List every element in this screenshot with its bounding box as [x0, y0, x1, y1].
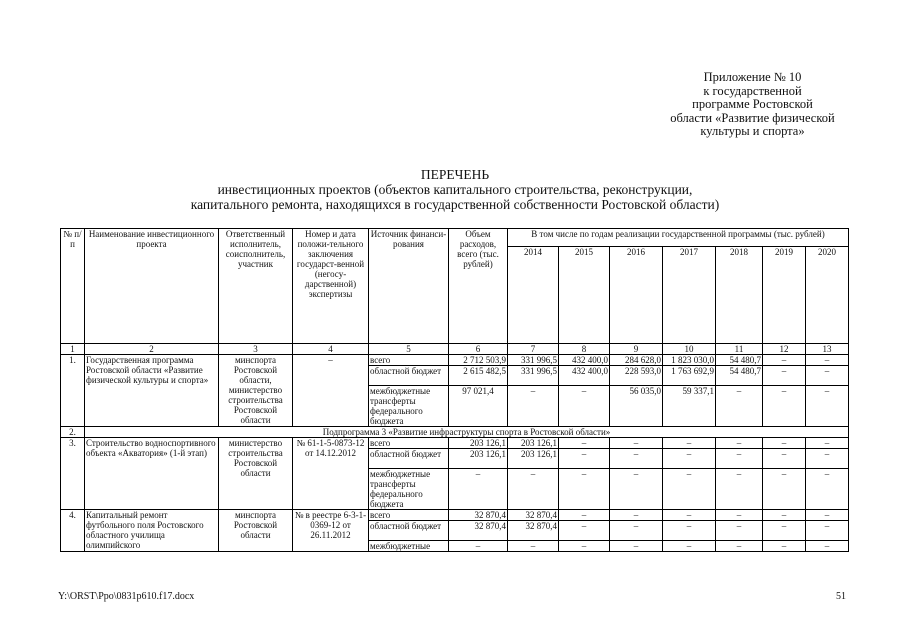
project-name: Строительство водноспортивного объекта «Акватория» (1-й этап) [85, 438, 219, 510]
year-cell: – [663, 449, 716, 469]
year-cell: – [716, 438, 763, 449]
column-numbers-row [61, 344, 849, 355]
year-cell: – [559, 521, 610, 541]
project-expertise: № в реестре 6-3-1-0369-12 от 26.11.2012 [293, 510, 369, 552]
row-number: 1. [61, 355, 85, 427]
header-year: 2019 [763, 247, 806, 344]
year-cell: 1 763 692,9 [663, 366, 716, 386]
header-expertise: Номер и дата положи-тельного заключения государст-венной (негосу-дарственной) экспертизы [293, 229, 369, 344]
footer-file-path: Y:\ORST\Ppo\0831p610.f17.docx [58, 591, 195, 602]
year-cell: – [716, 541, 763, 552]
volume-cell: 97 021,4 [449, 386, 508, 427]
year-cell: – [806, 510, 849, 521]
year-cell: – [663, 541, 716, 552]
year-cell: – [610, 438, 663, 449]
project-name: Капитальный ремонт футбольного поля Ростовского областного училища олимпийского [85, 510, 219, 552]
year-cell: – [806, 469, 849, 510]
year-cell: – [806, 438, 849, 449]
appendix-line: программе Ростовской [692, 97, 813, 111]
year-cell: – [763, 521, 806, 541]
year-cell: – [763, 438, 806, 449]
year-cell: – [559, 469, 610, 510]
year-cell: – [663, 510, 716, 521]
funding-source: межбюджетные [369, 541, 449, 552]
year-cell: – [716, 510, 763, 521]
column-number: 7 [508, 344, 559, 355]
column-number: 10 [663, 344, 716, 355]
appendix-line: культуры и спорта» [700, 124, 805, 138]
funding-source: всего [369, 355, 449, 366]
funding-source: всего [369, 438, 449, 449]
year-cell: – [663, 469, 716, 510]
year-cell: – [508, 541, 559, 552]
column-number: 9 [610, 344, 663, 355]
year-cell: – [716, 449, 763, 469]
row-number: 3. [61, 438, 85, 510]
appendix-note [620, 71, 885, 139]
year-cell: 284 628,0 [610, 355, 663, 366]
year-cell: – [806, 355, 849, 366]
year-cell: – [806, 449, 849, 469]
column-number: 6 [449, 344, 508, 355]
title-line: инвестиционных проектов (объектов капитального строительства, реконструкции, [217, 182, 693, 197]
header-year: 2016 [610, 247, 663, 344]
table-row [61, 355, 849, 366]
year-cell: – [763, 541, 806, 552]
title-heading: ПЕРЕЧЕНЬ [420, 167, 490, 182]
header-name: Наименование инвестиционного проекта [85, 229, 219, 344]
appendix-line: области «Развитие физической [670, 110, 835, 125]
subprogram-row [61, 427, 849, 438]
appendix-line: к государственной [703, 83, 802, 98]
year-cell: 54 480,7 [716, 366, 763, 386]
year-cell: 32 870,4 [508, 510, 559, 521]
year-cell: – [610, 521, 663, 541]
year-cell: 331 996,5 [508, 355, 559, 366]
funding-source: областной бюджет [369, 366, 449, 386]
year-cell: – [559, 510, 610, 521]
year-cell: – [716, 521, 763, 541]
year-cell: 54 480,7 [716, 355, 763, 366]
volume-cell: 32 870,4 [449, 510, 508, 521]
investment-projects-table [60, 228, 849, 552]
year-cell: – [716, 469, 763, 510]
table-row [61, 510, 849, 521]
header-year: 2015 [559, 247, 610, 344]
header-executor: Ответственный исполнитель, соисполнитель, участник [219, 229, 293, 344]
funding-source: всего [369, 510, 449, 521]
year-cell: – [763, 449, 806, 469]
year-cell: – [806, 386, 849, 427]
funding-source: межбюджетные трансферты федерального бюджета [369, 386, 449, 427]
header-year: 2017 [663, 247, 716, 344]
year-cell: – [763, 469, 806, 510]
row-number: 4. [61, 510, 85, 552]
year-cell: – [663, 521, 716, 541]
column-number: 11 [716, 344, 763, 355]
table-row [61, 438, 849, 449]
year-cell: 56 035,0 [610, 386, 663, 427]
funding-source: межбюджетные трансферты федерального бюджета [369, 469, 449, 510]
column-number: 12 [763, 344, 806, 355]
header-source: Источник финанси-рования [369, 229, 449, 344]
project-executor: минспорта Ростовской области [219, 510, 293, 552]
document-title [60, 167, 850, 212]
volume-cell: 2 615 482,5 [449, 366, 508, 386]
year-cell: – [763, 510, 806, 521]
subprogram-title: Подпрограмма 3 «Развитие инфраструктуры спорта в Ростовской области» [85, 427, 849, 438]
header-volume: Объем расходов, всего (тыс. рублей) [449, 229, 508, 344]
header-year: 2018 [716, 247, 763, 344]
year-cell: – [763, 355, 806, 366]
year-cell: – [763, 386, 806, 427]
header-year: 2020 [806, 247, 849, 344]
year-cell: – [610, 449, 663, 469]
column-number: 13 [806, 344, 849, 355]
row-number: 2. [61, 427, 85, 438]
project-name: Государственная программа Ростовской области «Развитие физической культуры и спорта» [85, 355, 219, 427]
column-number: 3 [219, 344, 293, 355]
column-number: 5 [369, 344, 449, 355]
year-cell: 432 400,0 [559, 355, 610, 366]
year-cell: – [508, 386, 559, 427]
appendix-line: Приложение № 10 [703, 70, 802, 84]
year-cell: 32 870,4 [508, 521, 559, 541]
year-cell: – [610, 541, 663, 552]
volume-cell: 2 712 503,9 [449, 355, 508, 366]
page-number: 51 [836, 591, 846, 602]
year-cell: – [806, 521, 849, 541]
year-cell: – [663, 438, 716, 449]
year-cell: – [610, 510, 663, 521]
year-cell: 1 823 030,0 [663, 355, 716, 366]
year-cell: – [806, 366, 849, 386]
title-line: капитального ремонта, находящихся в государственной собственности Ростовской области) [190, 197, 720, 212]
project-expertise: № 61-1-5-0873-12 от 14.12.2012 [293, 438, 369, 510]
column-number: 8 [559, 344, 610, 355]
year-cell: – [559, 541, 610, 552]
volume-cell: – [449, 541, 508, 552]
column-number: 4 [293, 344, 369, 355]
volume-cell: 32 870,4 [449, 521, 508, 541]
funding-source: областной бюджет [369, 449, 449, 469]
year-cell: 59 337,1 [663, 386, 716, 427]
column-number: 1 [61, 344, 85, 355]
header-year: 2014 [508, 247, 559, 344]
year-cell: – [559, 438, 610, 449]
year-cell: – [763, 366, 806, 386]
year-cell: 203 126,1 [508, 438, 559, 449]
project-expertise: – [293, 355, 369, 427]
year-cell: 203 126,1 [508, 449, 559, 469]
year-cell: – [559, 386, 610, 427]
year-cell: – [610, 469, 663, 510]
year-cell: – [508, 469, 559, 510]
year-cell: 331 996,5 [508, 366, 559, 386]
project-executor: минспорта Ростовской области, министерство строительства Ростовской области [219, 355, 293, 427]
header-years-group: В том числе по годам реализации государственной программы (тыс. рублей) [508, 229, 849, 247]
year-cell: 228 593,0 [610, 366, 663, 386]
project-executor: министерство строительства Ростовской области [219, 438, 293, 510]
year-cell: 432 400,0 [559, 366, 610, 386]
volume-cell: 203 126,1 [449, 438, 508, 449]
volume-cell: 203 126,1 [449, 449, 508, 469]
year-cell: – [559, 449, 610, 469]
volume-cell: – [449, 469, 508, 510]
year-cell: – [806, 541, 849, 552]
year-cell: – [716, 386, 763, 427]
funding-source: областной бюджет [369, 521, 449, 541]
column-number: 2 [85, 344, 219, 355]
header-num: № п/п [61, 229, 85, 344]
